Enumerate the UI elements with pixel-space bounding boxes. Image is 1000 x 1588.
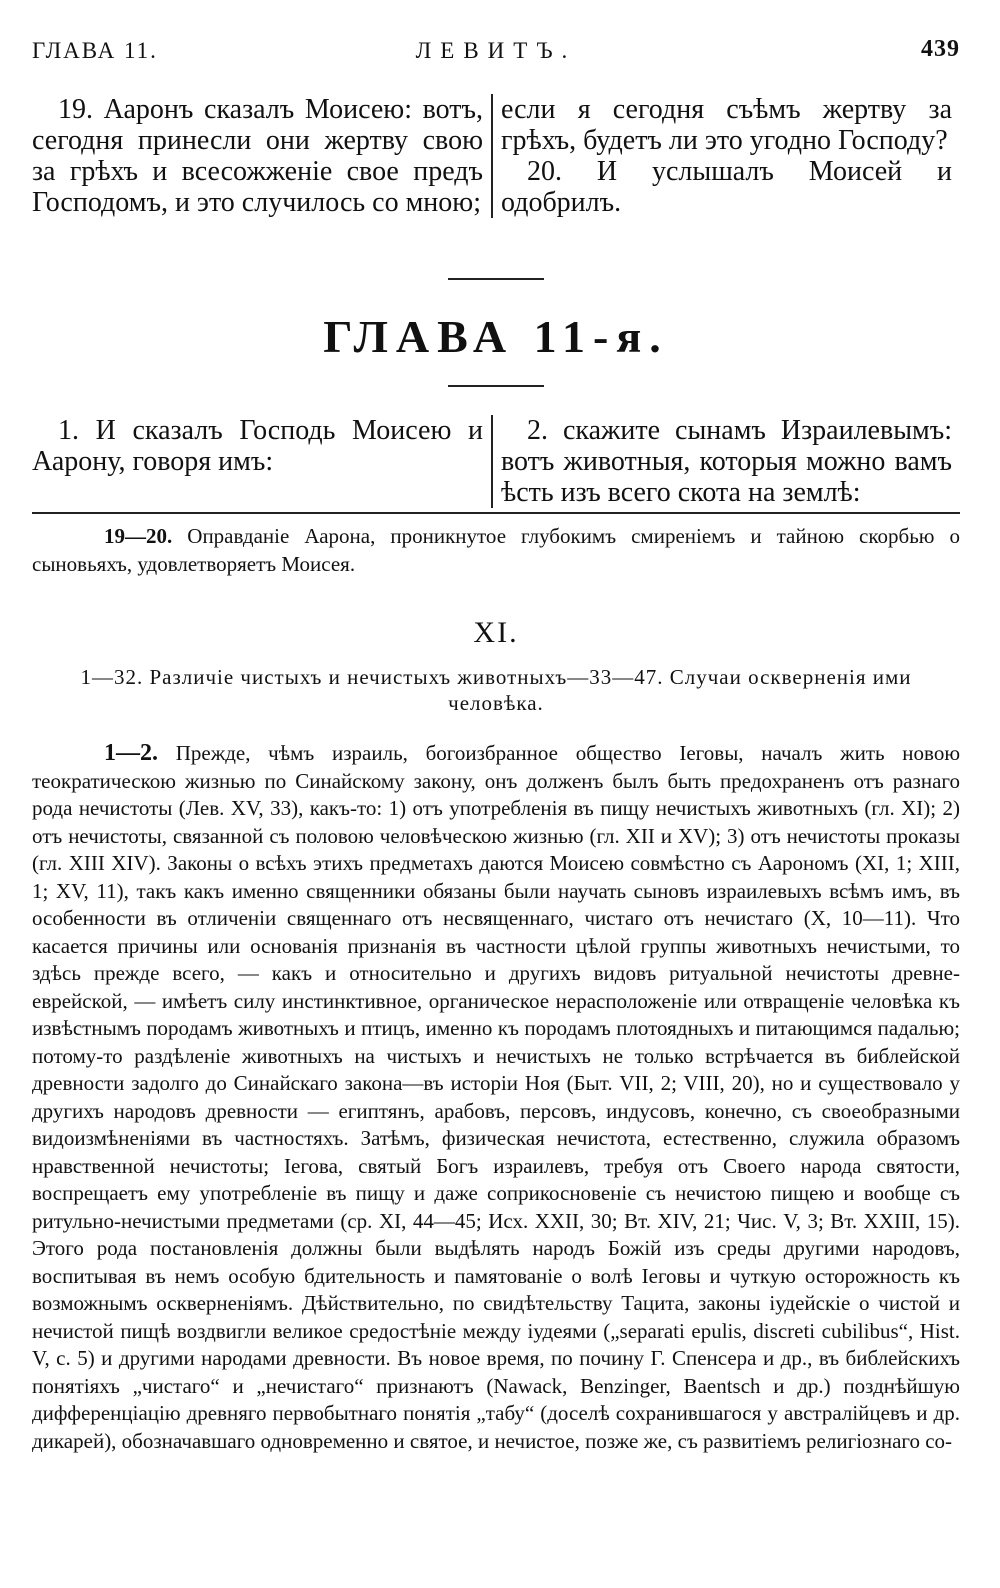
chapter-label: ГЛАВА 11. [32, 38, 158, 63]
commentary-ref: 1—2. [104, 740, 158, 766]
top-verses [32, 94, 960, 218]
book-page [32, 30, 960, 1455]
commentary-1-2 [32, 740, 960, 1455]
separator-rule [448, 278, 544, 280]
verse-column-right [493, 94, 952, 218]
running-header [32, 30, 960, 70]
verse-2: 2. скажите сынамъ Израилевымъ: вотъ животныя, которыя можно вамъ ѣсть изъ всего скота на землѣ: [501, 415, 952, 508]
verse-19: 19. Ааронъ сказалъ Моисею: вотъ, сегодня принесли они жертву свою за грѣхъ и всесожженіе свое предъ Господомъ, и это случилось со мною; [32, 94, 483, 218]
text-commentary-rule [32, 512, 960, 514]
chapter-verses [32, 415, 960, 508]
verse-1: 1. И сказалъ Господь Моисею и Аарону, говоря имъ: [32, 415, 483, 477]
page-number: 439 [921, 36, 960, 62]
commentary-ref: 19—20. [104, 524, 173, 548]
commentary-text: Оправданіе Аарона, проникнутое глубокимъ смиреніемъ и тайною скорбью о сыновьяхъ, удовлетворяетъ Моисея. [32, 524, 960, 576]
commentary-19-20 [32, 522, 960, 578]
section-summary: 1—32. Различіе чистыхъ и нечистыхъ животныхъ—33—47. Случаи оскверненія ими человѣка. [80, 665, 912, 715]
verse-column-left [32, 415, 491, 508]
verse-19-continued: если я сегодня съѣмъ жертву за грѣхъ, будетъ ли это угодно Господу? [501, 94, 952, 156]
chapter-heading: ГЛАВА 11-я. [323, 311, 669, 362]
verse-column-right [493, 415, 952, 508]
verse-20: 20. И услышалъ Моисей и одобрилъ. [501, 156, 952, 218]
separator-rule [448, 385, 544, 387]
book-title: ЛЕВИТЪ. [415, 38, 577, 63]
commentary-body: Прежде, чѣмъ израиль, богоизбранное общество Іеговы, началъ жить новою теократическою жизнью по Синайскому закону, онъ долженъ былъ быть предохраненъ отъ разнаго рода нечистоты (Лев. XV, 33), какъ-то: 1) отъ употребленія въ пищу нечистыхъ животныхъ (гл. XI); 2) отъ нечистоты, связанной съ половою человѣческою жизнью (гл. XII и XV); 3) отъ нечистоты проказы (гл. XIII XIV). Законы о всѣхъ этихъ предметахъ даются Моисею совмѣстно съ Аарономъ (XI, 1; XIII, 1; XV, 11), такъ какъ именно священники обязаны были научать сыновъ израилевыхъ всѣмъ имъ, въ особенности въ отличеніи священнаго отъ несвященнаго, чистаго отъ нечистаго (X, 10—11). Что касается причины или основанія признанія въ частности цѣлой группы животныхъ нечистыми, то здѣсь прежде всего, — какъ и относительно и другихъ видовъ ритуальной нечистоты древне-еврейской, — имѣетъ силу инстинктивное, органическое нерасположеніе или отвращеніе человѣка къ извѣстнымъ породамъ животныхъ и птицъ, именно къ породамъ плотоядныхъ и питающимся падалью; потому-то раздѣленіе животныхъ на чистыхъ и нечистыхъ не только встрѣчается въ библейской древности задолго до Синайскаго закона—въ исторіи Ноя (Быт. VII, 2; VIII, 20), но и существовало у другихъ народовъ древности — египтянъ, арабовъ, персовъ, индусовъ, конечно, съ своеобразными видоизмѣненіями въ частностяхъ. Затѣмъ, физическая нечистота, естественно, служила образомъ нравственной нечистоты; Іегова, святый Богъ израилевъ, требуя отъ Своего народа святости, воспрещаетъ ему употребленіе въ пищу и даже соприкосновеніе съ нечистою пищею и вообще съ ритульно-нечистыми предметами (ср. XI, 44—45; Исх. XXII, 30; Вт. XIV, 21; Чис. V, 3; Вт. XXIII, 15). Этого рода постановленія должны были выдѣлять народъ Божій изъ среды другими народовъ, воспитывая въ немъ особую бдительность и памятованіе о волѣ Іеговы и чуткую осторожность къ возможнымъ оскверненіямъ. Дѣйствительно, по свидѣтельству Тацита, законы іудейскіе о чистой и нечистой пищѣ воздвигли великое средостѣніе между іудеями („separati epulis, discreti cubilibus“, Hist. V, c. 5) и другими народами древности. Въ новое время, по почину Г. Спенсера и др., въ библейскихъ понятіяхъ „чистаго“ и „нечистаго“ признаютъ (Nawack, Benzinger, Baentsch и др.) позднѣйшую дифференціацію древняго первобытнаго понятія „табу“ (доселѣ сохранившагося у австралійцевъ и др. дикарей), обозначавшаго одновременно и святое, и нечистое, позже же, съ развитіемъ религіознаго со- [32, 741, 961, 1453]
verse-column-left [32, 94, 491, 218]
section-number: XI. [473, 616, 519, 649]
